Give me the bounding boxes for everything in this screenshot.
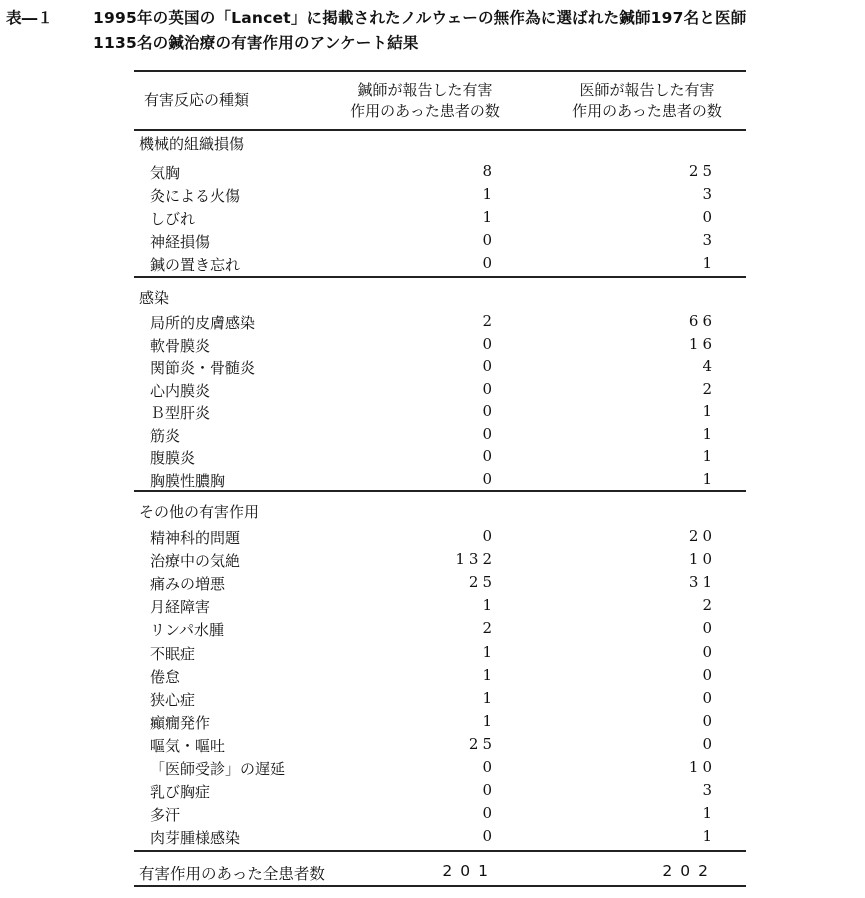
effect-name: 不眠症 — [150, 644, 196, 663]
table-row — [134, 312, 746, 334]
category-heading: 機械的組織損傷 — [139, 135, 245, 153]
table-row — [134, 254, 746, 276]
physician-count: 2 — [702, 596, 716, 615]
effect-name: 治療中の気絶 — [150, 552, 241, 571]
table-row — [134, 380, 746, 402]
physician-count: 2 — [702, 379, 716, 398]
table-label: 表―１ — [6, 9, 54, 27]
effect-name: 倦怠 — [150, 667, 181, 686]
acupuncturist-count: 1 — [482, 688, 496, 707]
acupuncturist-count: 25 — [468, 573, 496, 592]
header-type: 有害反応の種類 — [144, 91, 250, 109]
acupuncturist-count: 0 — [482, 804, 496, 823]
acupuncturist-count: 132 — [455, 550, 496, 569]
header-acupuncturist-line1: 鍼師が報告した有害 — [357, 81, 493, 99]
effect-name: 心内膜炎 — [150, 381, 211, 400]
effect-name: Ｂ型肝炎 — [150, 404, 211, 422]
physician-count: 1 — [702, 469, 716, 488]
physician-count: 3 — [702, 185, 716, 203]
total-physician-value: 202 — [662, 862, 716, 880]
header-physician — [552, 80, 742, 122]
table-row — [134, 470, 746, 492]
table-row — [134, 781, 746, 803]
physician-count: 16 — [688, 334, 716, 353]
acupuncturist-count: 0 — [482, 357, 496, 375]
physician-count: 0 — [702, 688, 716, 707]
physician-count: 1 — [702, 447, 716, 465]
acupuncturist-count: 0 — [482, 527, 496, 545]
table-row — [134, 447, 746, 469]
effect-name: しびれ — [150, 210, 196, 228]
acupuncturist-count: 0 — [482, 379, 496, 398]
table-row — [134, 425, 746, 447]
acupuncturist-count: 1 — [482, 642, 496, 661]
table-row — [134, 689, 746, 711]
table-row — [134, 527, 746, 549]
physician-count: 10 — [688, 550, 716, 569]
physician-count: 1 — [702, 402, 716, 420]
physician-count: 0 — [702, 711, 716, 730]
effect-name: 肉芽腫様感染 — [150, 829, 241, 848]
effect-name: 軟骨膜炎 — [150, 336, 211, 355]
table-row — [134, 666, 746, 688]
category-heading: その他の有害作用 — [139, 503, 260, 521]
table-row — [134, 185, 746, 207]
effect-name: 筋炎 — [150, 426, 181, 445]
caption-line-2: 1135名の鍼治療の有害作用のアンケート結果 — [93, 34, 419, 52]
effect-name: 月経障害 — [150, 598, 211, 617]
effect-name: 「医師受診」の遅延 — [150, 760, 286, 778]
table-row — [134, 643, 746, 665]
effect-name: 嘔気・嘔吐 — [150, 736, 226, 755]
physician-count: 1 — [702, 254, 716, 272]
effect-name: 気胸 — [150, 164, 181, 182]
table-row — [134, 827, 746, 849]
effect-name: 灸による火傷 — [150, 187, 241, 205]
effect-name: 鍼の置き忘れ — [150, 256, 241, 274]
physician-count: 0 — [702, 665, 716, 684]
acupuncturist-count: 2 — [482, 619, 496, 638]
acupuncturist-count: 1 — [482, 665, 496, 684]
acupuncturist-count: 1 — [482, 208, 496, 226]
table-row — [134, 335, 746, 357]
acupuncturist-count: 0 — [482, 231, 496, 249]
section-rule — [134, 490, 746, 492]
acupuncturist-count: 0 — [482, 469, 496, 488]
effect-name: 乳び胸症 — [150, 783, 211, 802]
table-row — [134, 619, 746, 641]
table-row — [134, 573, 746, 595]
table-row — [134, 357, 746, 379]
physician-count: 25 — [688, 162, 716, 180]
physician-count: 1 — [702, 424, 716, 443]
header-rule — [134, 129, 746, 131]
effect-name: リンパ水腫 — [150, 621, 224, 640]
header-acupuncturist — [330, 80, 520, 122]
physician-count: 0 — [702, 208, 716, 226]
physician-count: 1 — [702, 804, 716, 823]
acupuncturist-count: 0 — [482, 781, 496, 800]
physician-count: 31 — [688, 573, 716, 592]
header-physician-line1: 医師が報告した有害 — [579, 81, 715, 99]
acupuncturist-count: 1 — [482, 711, 496, 730]
acupuncturist-count: 0 — [482, 254, 496, 272]
acupuncturist-count: 8 — [482, 162, 496, 180]
acupuncturist-count: 2 — [482, 312, 496, 330]
section-rule — [134, 276, 746, 278]
acupuncturist-count: 1 — [482, 185, 496, 203]
physician-count: 3 — [702, 781, 716, 800]
table-row — [134, 402, 746, 424]
physician-count: 0 — [702, 619, 716, 638]
physician-count: 3 — [702, 231, 716, 249]
acupuncturist-count: 0 — [482, 827, 496, 846]
table-row — [134, 735, 746, 757]
table-row — [134, 231, 746, 253]
bottom-rule — [134, 885, 746, 887]
physician-count: 66 — [688, 312, 716, 330]
effect-name: 腹膜炎 — [150, 449, 196, 467]
total-rule — [134, 850, 746, 852]
table-row — [134, 758, 746, 780]
physician-count: 10 — [688, 758, 716, 776]
table-row — [134, 550, 746, 572]
acupuncturist-count: 0 — [482, 447, 496, 465]
total-acupuncturist-value: 201 — [442, 862, 496, 880]
header-acupuncturist-line2: 作用のあった患者の数 — [350, 102, 500, 120]
table-row — [134, 804, 746, 826]
effect-name: 癲癇発作 — [150, 713, 211, 732]
acupuncturist-count: 25 — [468, 734, 496, 753]
physician-count: 0 — [702, 734, 716, 753]
header-physician-line2: 作用のあった患者の数 — [572, 102, 722, 120]
category-heading: 感染 — [139, 289, 170, 307]
effect-name: 精神科的問題 — [150, 529, 241, 547]
acupuncturist-count: 0 — [482, 758, 496, 776]
acupuncturist-count: 0 — [482, 424, 496, 443]
effect-name: 多汗 — [150, 806, 181, 825]
physician-count: 0 — [702, 642, 716, 661]
effect-name: 胸膜性膿胸 — [150, 471, 226, 490]
caption-line-1: 1995年の英国の「Lancet」に掲載されたノルウェーの無作為に選ばれた鍼師197名と医師 — [93, 9, 747, 27]
effect-name: 痛みの増悪 — [150, 575, 226, 594]
acupuncturist-count: 1 — [482, 596, 496, 615]
effect-name: 局所的皮膚感染 — [150, 314, 256, 332]
total-label: 有害作用のあった全患者数 — [139, 865, 325, 883]
physician-count: 4 — [702, 357, 716, 375]
physician-count: 1 — [702, 827, 716, 846]
acupuncturist-count: 0 — [482, 402, 496, 420]
top-rule — [134, 70, 746, 72]
effect-name: 狭心症 — [150, 690, 196, 709]
table-row — [134, 596, 746, 618]
effect-name: 神経損傷 — [150, 233, 211, 251]
acupuncturist-count: 0 — [482, 334, 496, 353]
physician-count: 20 — [688, 527, 716, 545]
effect-name: 関節炎・骨髄炎 — [150, 359, 256, 377]
table-row — [134, 712, 746, 734]
table-row — [134, 208, 746, 230]
table-row — [134, 162, 746, 184]
